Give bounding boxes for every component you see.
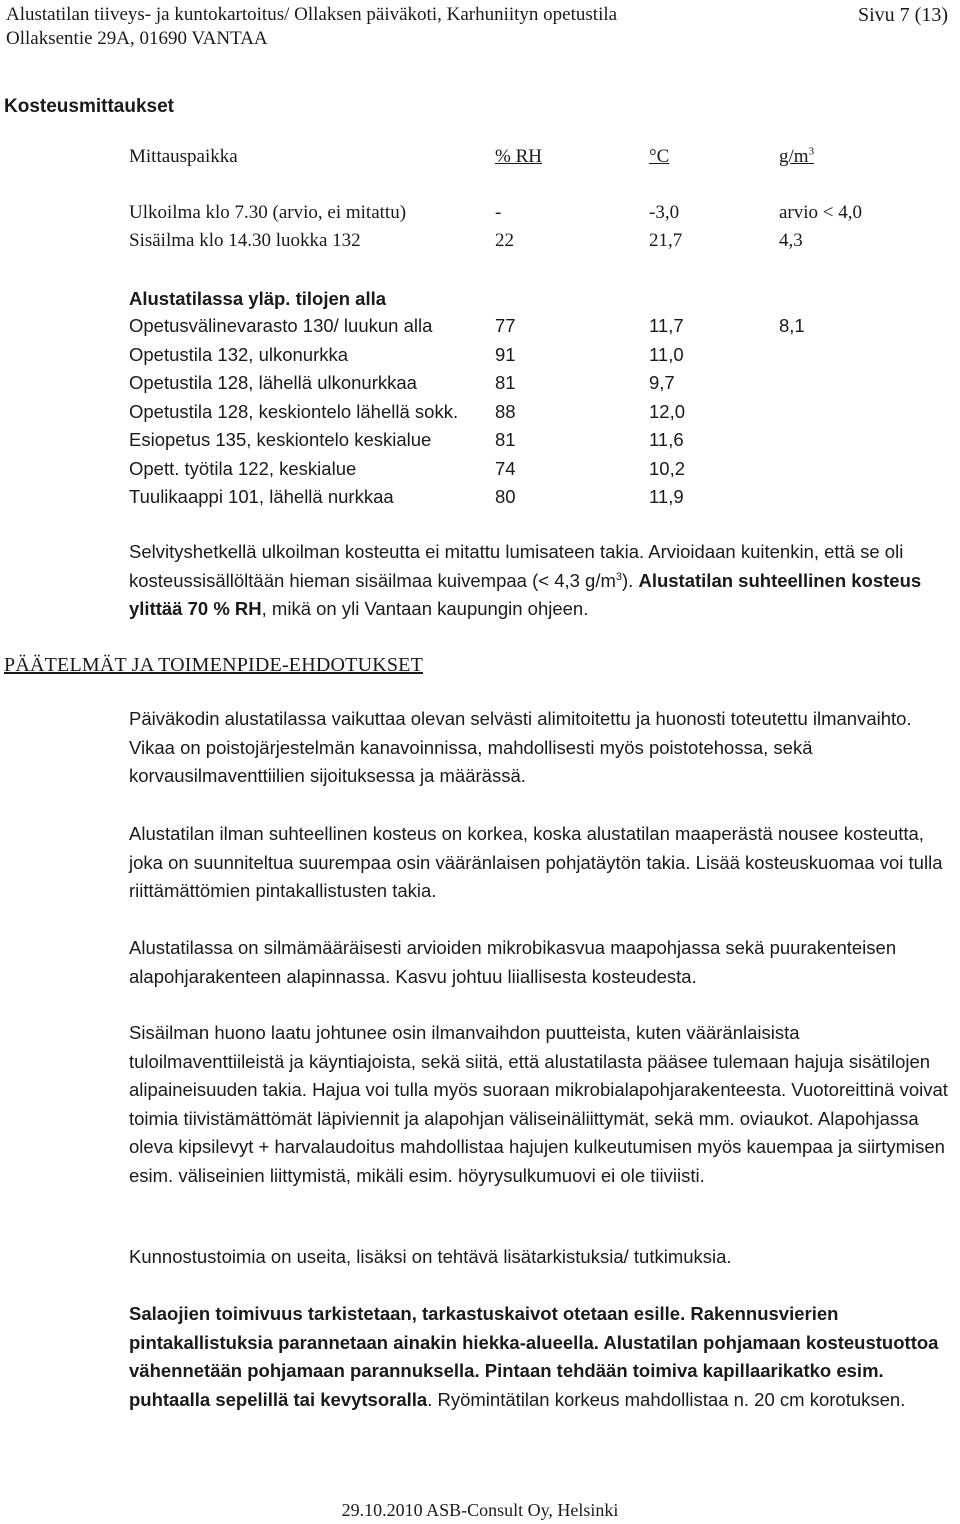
cell-c: 11,0 [649,343,684,365]
cell-c: -3,0 [649,202,680,223]
paragraph-4-text: Sisäilman huono laatu johtunee osin ilmanvaihdon puutteista, kuten vääränlaisista tuloilmaventtiileistä ja käyntiajoista, sekä siitä, että alustatilasta pääsee tulemaan hajuja sisätilojen alipaineisuuden takia. Hajua voi tulla myös suoraan mikrobialapohjarakenteesta. Vuotoreittinä voivat toimia tiivistämättömät läpiviennit ja alapohjan väliseinäliittymät, sekä mm. oviaukot. Alapohjassa oleva kipsilevyt + harvalaudoitus mahdollistaa hajujen kulkeutumisen myös kauempaa ja siirtymisen esim. väliseinien liittymistä, mikäli esim. höyrysulkumuovi ei ole tiiviisti. [129,1022,948,1186]
table-row [0,230,960,258]
footer [0,1500,960,1521]
cell-place: Opetustila 128, lähellä ulkonurkkaa [129,372,417,393]
cell-rh: 81 [495,429,516,450]
note-tail: , mikä on yli Vantaan kaupungin ohjeen. [261,598,589,619]
note-text-end: ). [622,569,639,591]
note-sup: 3 [615,570,623,583]
section-title: Kosteusmittaukset [4,96,174,117]
paragraph-4 [129,1019,949,1190]
col-header-rh: % RH [495,146,542,167]
header-title: Alustatilan tiiveys- ja kuntokartoitus/ Ollaksen päiväkoti, Karhuniityn opetustila [6,4,618,25]
header-address: Ollaksentie 29A, 01690 VANTAA [6,28,268,49]
cell-place: Ulkoilma klo 7.30 (arvio, ei mitattu) [129,202,407,223]
table-row [0,372,960,400]
note-text: Selvityshetkellä ulkoilman kosteutta ei mitattu lumisateen takia. Arvioidaan kuitenkin, että se oli kosteussisällöltään hieman sisäilmaa kuivempaa (< 4,3 g/m [129,541,904,591]
cell-g: 8,1 [779,315,805,336]
conclusions-title: PÄÄTELMÄT JA TOIMENPIDE-EHDOTUKSET [4,654,424,676]
cell-place: Esiopetus 135, keskiontelo keskialue [129,429,432,450]
final-bold: Salaojien toimivuus tarkistetaan, tarkastuskaivot otetaan esille. Rakennusvierien pintakallistuksia parannetaan ainakin hiekka-alueella. Alustatilan pohjamaan kosteustuottoa vähennetään pohjamaan parannuksella. Pintaan tehdään toimiva kapillaarikatko esim. puhtaalla sepelillä tai kevytsoralla [129,1303,939,1410]
cell-g: 4,3 [779,230,803,251]
cell-place: Sisäilma klo 14.30 luokka 132 [129,230,361,251]
cell-rh: 77 [495,315,516,336]
cell-place: Opett. työtila 122, keskialue [129,457,357,479]
paragraph-2 [129,820,949,906]
col-header-c: °C [649,146,670,167]
note-bold: Alustatilan suhteellinen kosteus ylittää 70 % RH [129,569,922,619]
cell-place: Tuulikaappi 101, lähellä nurkkaa [129,486,394,507]
table-header-row [0,146,960,174]
cell-c: 11,6 [649,429,684,450]
cell-rh: 81 [495,372,516,393]
cell-rh: 74 [495,457,516,479]
cell-place: Opetustila 128, keskiontelo lähellä sokk. [129,400,459,422]
table-row [0,202,960,230]
table-row [0,429,960,457]
col-header-g: $g/m^3$ [779,145,815,167]
footer-text: 29.10.2010 ASB-Consult Oy, Helsinki [341,1500,619,1520]
table-row [0,344,960,372]
final-normal: . Ryömintätilan korkeus mahdollistaa n. 20 cm korotuksen. [427,1388,906,1410]
group-title: Alustatilassa yläp. tilojen alla [129,288,387,309]
cell-c: 9,7 [649,372,675,393]
cell-place: Opetusvälinevarasto 130/ luukun alla [129,315,433,336]
paragraph-final [129,1300,949,1414]
cell-c: 21,7 [649,230,683,251]
paragraph-1 [129,705,949,791]
cell-place: Opetustila 132, ulkonurkka [129,343,349,365]
table-row [0,458,960,486]
cell-c: 11,9 [649,486,684,507]
paragraph-5-text: Kunnostustoimia on useita, lisäksi on tehtävä lisätarkistuksia/ tutkimuksia. [129,1246,732,1267]
page-number: Sivu 7 (13) [858,4,948,26]
cell-g: arvio < 4,0 [779,202,863,223]
col-header-place: Mittauspaikka [129,146,238,167]
cell-c: 11,7 [649,315,684,336]
cell-rh: 91 [495,343,516,365]
table-row [0,401,960,429]
paragraph-2-text: Alustatilan ilman suhteellinen kosteus on korkea, koska alustatilan maaperästä nousee kosteutta, joka on suunniteltua suurempaa osin vääränlaisen pohjatäytön takia. Lisää kosteuskuomaa voi tulla riittämättömien pintakallistusten takia. [129,823,943,901]
cell-c: 10,2 [649,457,686,479]
paragraph-3-text: Alustatilassa on silmämääräisesti arvioiden mikrobikasvua maapohjassa sekä puurakenteisen alapohjarakenteen alapinnassa. Kasvu johtuu liiallisesta kosteudesta. [129,937,897,987]
paragraph-5 [129,1243,949,1272]
table-row [0,486,960,514]
paragraph-3 [129,934,949,991]
measurement-note [129,538,949,624]
cell-rh: 88 [495,400,516,422]
cell-rh: - [495,202,502,223]
cell-c: 12,0 [649,400,686,422]
cell-rh: 80 [495,486,516,507]
table-row [0,315,960,343]
paragraph-1-text: Päiväkodin alustatilassa vaikuttaa olevan selvästi alimitoitettu ja huonosti toteutettu ilmanvaihto. Vikaa on poistojärjestelmän kanavoinnissa, mahdollisesti myös poistotehossa, sekä korvausilmaventtiilien sijoituksessa ja määrässä. [129,708,912,786]
cell-rh: 22 [495,230,514,251]
